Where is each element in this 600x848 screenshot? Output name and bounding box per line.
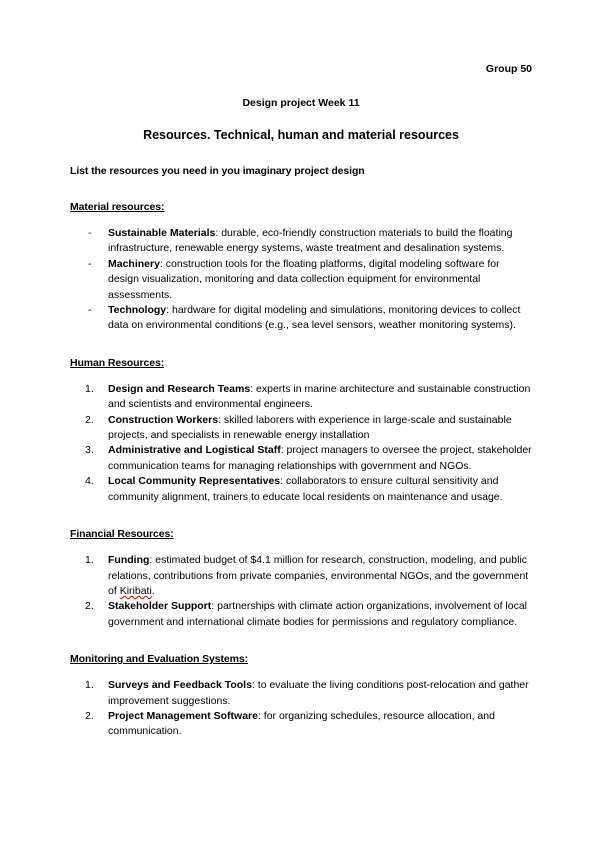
document-subtitle: Design project Week 11 [242,97,360,109]
list-item [70,413,532,444]
misspelled-word: Kiribati [119,584,152,597]
list-item-term: Funding [108,554,150,567]
list-marker: 1. [85,679,94,692]
numbered-list [70,553,532,630]
list-item [70,443,532,474]
section-heading: Material resources: [70,201,165,213]
document-section [70,527,532,630]
group-label: Group 50 [485,63,532,75]
list-item [70,553,532,599]
list-item-text: : experts in marine architecture and sustainable construction and scientists and environmental engineers. [108,382,531,411]
list-item-text: : skilled laborers with experience in large-scale and sustainable projects, and specialists in renewable energy installation [108,413,512,442]
list-item-term: Design and Research Teams [108,382,251,395]
list-item-text: : for organizing schedules, resource allocation, and communication. [108,709,495,738]
list-marker: - [88,257,92,270]
list-item-term: Administrative and Logistical Staff [108,444,281,457]
page-title: Resources. Technical, human and material resources [143,128,459,142]
document-body [70,0,532,740]
list-item-text: : collaborators to ensure cultural sensitivity and community alignment, trainers to educate local residents on maintenance and usage. [108,475,503,503]
list-item-text: : project managers to oversee the project, stakeholder communication teams for managing relationships with government and NGOs. [108,444,532,472]
list-item-term: Machinery [108,257,160,270]
list-marker: 2. [85,709,94,722]
list-marker: 1. [85,382,94,395]
list-marker: 1. [85,554,94,567]
list-item [70,678,532,709]
list-item [70,382,532,413]
list-marker: 2. [85,413,94,426]
list-item [70,226,532,257]
numbered-list [70,678,532,740]
document-section [70,652,532,740]
list-marker: 3. [85,444,94,457]
numbered-list [70,382,532,505]
section-heading: Financial Resources: [70,528,174,541]
dash-list [70,226,532,334]
sections-container [70,200,532,740]
list-item-term: Local Community Representatives [108,475,281,488]
list-item-term: Construction Workers [108,413,219,426]
list-item-term: Technology [108,304,167,317]
list-item [70,303,532,334]
list-item-text: : construction tools for the floating platforms, digital modeling software for design visualization, monitoring and data collection equipment for environmental assessments. [108,257,500,301]
list-marker: 4. [85,475,94,488]
list-item-term: Sustainable Materials [108,227,216,239]
list-item-term: Stakeholder Support [108,600,212,613]
section-heading: Human Resources: [70,356,165,369]
instruction-prompt: List the resources you need in you imaginary project design [70,165,365,177]
list-item-text: : durable, eco-friendly construction materials to build the floating infrastructure, renewable energy systems, waste treatment and desalination systems. [108,227,513,255]
document-section [70,200,532,334]
list-item-term: Project Management Software [108,709,258,722]
list-item [70,257,532,303]
list-item-text-tail: . [151,584,155,597]
list-item [70,599,532,630]
list-item-text: : to evaluate the living conditions post-relocation and gather improvement suggestions. [108,679,529,707]
list-item-text: : partnerships with climate action organizations, involvement of local government and international climate bodies for permissions and regulatory compliance. [108,600,528,628]
list-marker: - [88,304,92,317]
list-item [70,709,532,740]
section-heading: Monitoring and Evaluation Systems: [70,653,249,666]
list-marker: - [88,227,92,239]
document-section [70,356,532,505]
list-item [70,474,532,505]
list-item-text: : estimated budget of $4.1 million for research, construction, modeling, and public relations, contributions from private companies, environmental NGOs, and the government of [108,554,529,597]
list-item-text: : hardware for digital modeling and simulations, monitoring devices to collect data on environmental conditions (e.g., sea level sensors, weather monitoring systems). [108,304,521,332]
list-item-term: Surveys and Feedback Tools [108,679,252,692]
list-marker: 2. [85,600,94,613]
